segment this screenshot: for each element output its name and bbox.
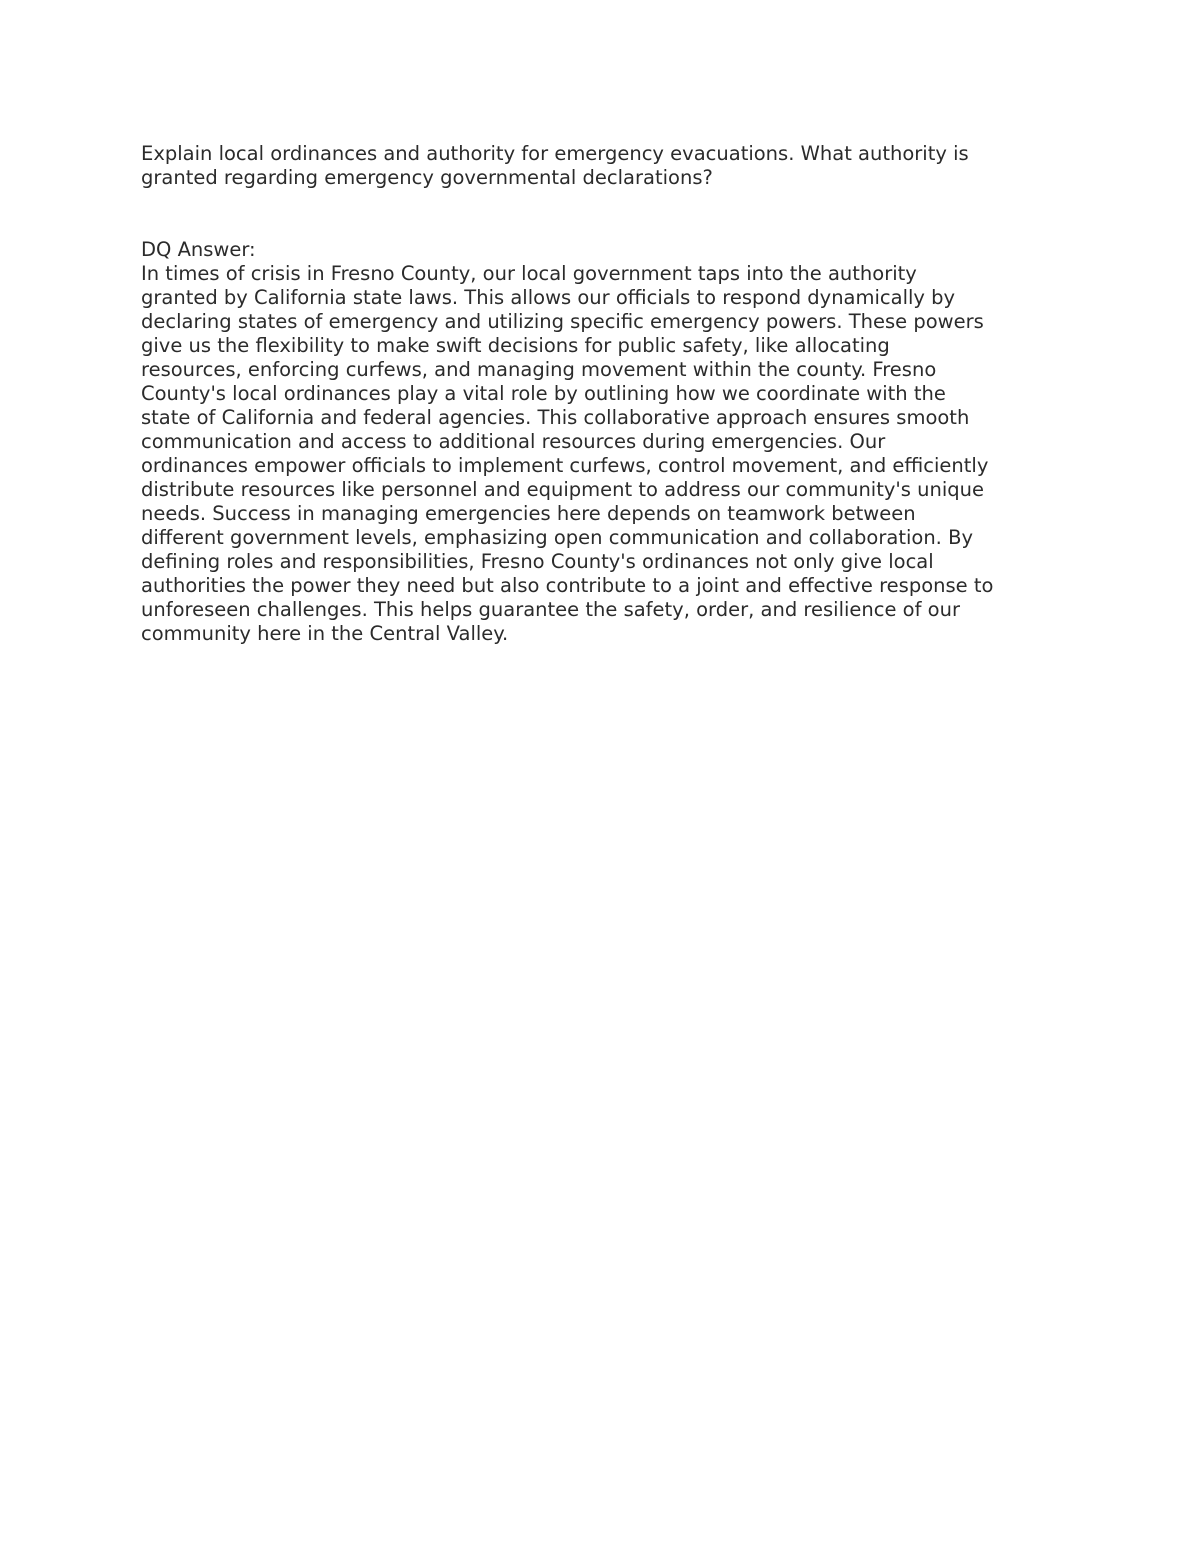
answer-line: authorities the power they need but also contribute to a joint and effective response to [141, 574, 994, 597]
answer-line: distribute resources like personnel and equipment to address our community's unique [141, 478, 985, 501]
answer-line: community here in the Central Valley. [141, 622, 509, 645]
answer-line: defining roles and responsibilities, Fresno County's ordinances not only give local [141, 550, 934, 573]
answer-line: state of California and federal agencies. This collaborative approach ensures smooth [141, 406, 970, 429]
answer-line: granted by California state laws. This allows our officials to respond dynamically by [141, 286, 956, 309]
answer-label: DQ Answer: [141, 238, 256, 261]
answer-line: In times of crisis in Fresno County, our local government taps into the authority [141, 262, 917, 285]
answer-line: ordinances empower officials to implement curfews, control movement, and efficiently [141, 454, 989, 477]
question-text [141, 142, 1066, 190]
answer-line: unforeseen challenges. This helps guarantee the safety, order, and resilience of our [141, 598, 960, 621]
answer-line: give us the flexibility to make swift decisions for public safety, like allocating [141, 334, 890, 357]
document-content [141, 142, 1066, 646]
answer-text [141, 262, 1066, 646]
answer-line: resources, enforcing curfews, and managing movement within the county. Fresno [141, 358, 937, 381]
question-line: granted regarding emergency governmental declarations? [141, 166, 713, 189]
answer-line: needs. Success in managing emergencies here depends on teamwork between [141, 502, 916, 525]
question-line: Explain local ordinances and authority for emergency evacuations. What authority is [141, 142, 969, 165]
answer-line: declaring states of emergency and utilizing specific emergency powers. These powers [141, 310, 984, 333]
answer-section [141, 238, 1066, 646]
answer-line: different government levels, emphasizing open communication and collaboration. By [141, 526, 973, 549]
answer-line: County's local ordinances play a vital role by outlining how we coordinate with the [141, 382, 946, 405]
answer-line: communication and access to additional resources during emergencies. Our [141, 430, 886, 453]
